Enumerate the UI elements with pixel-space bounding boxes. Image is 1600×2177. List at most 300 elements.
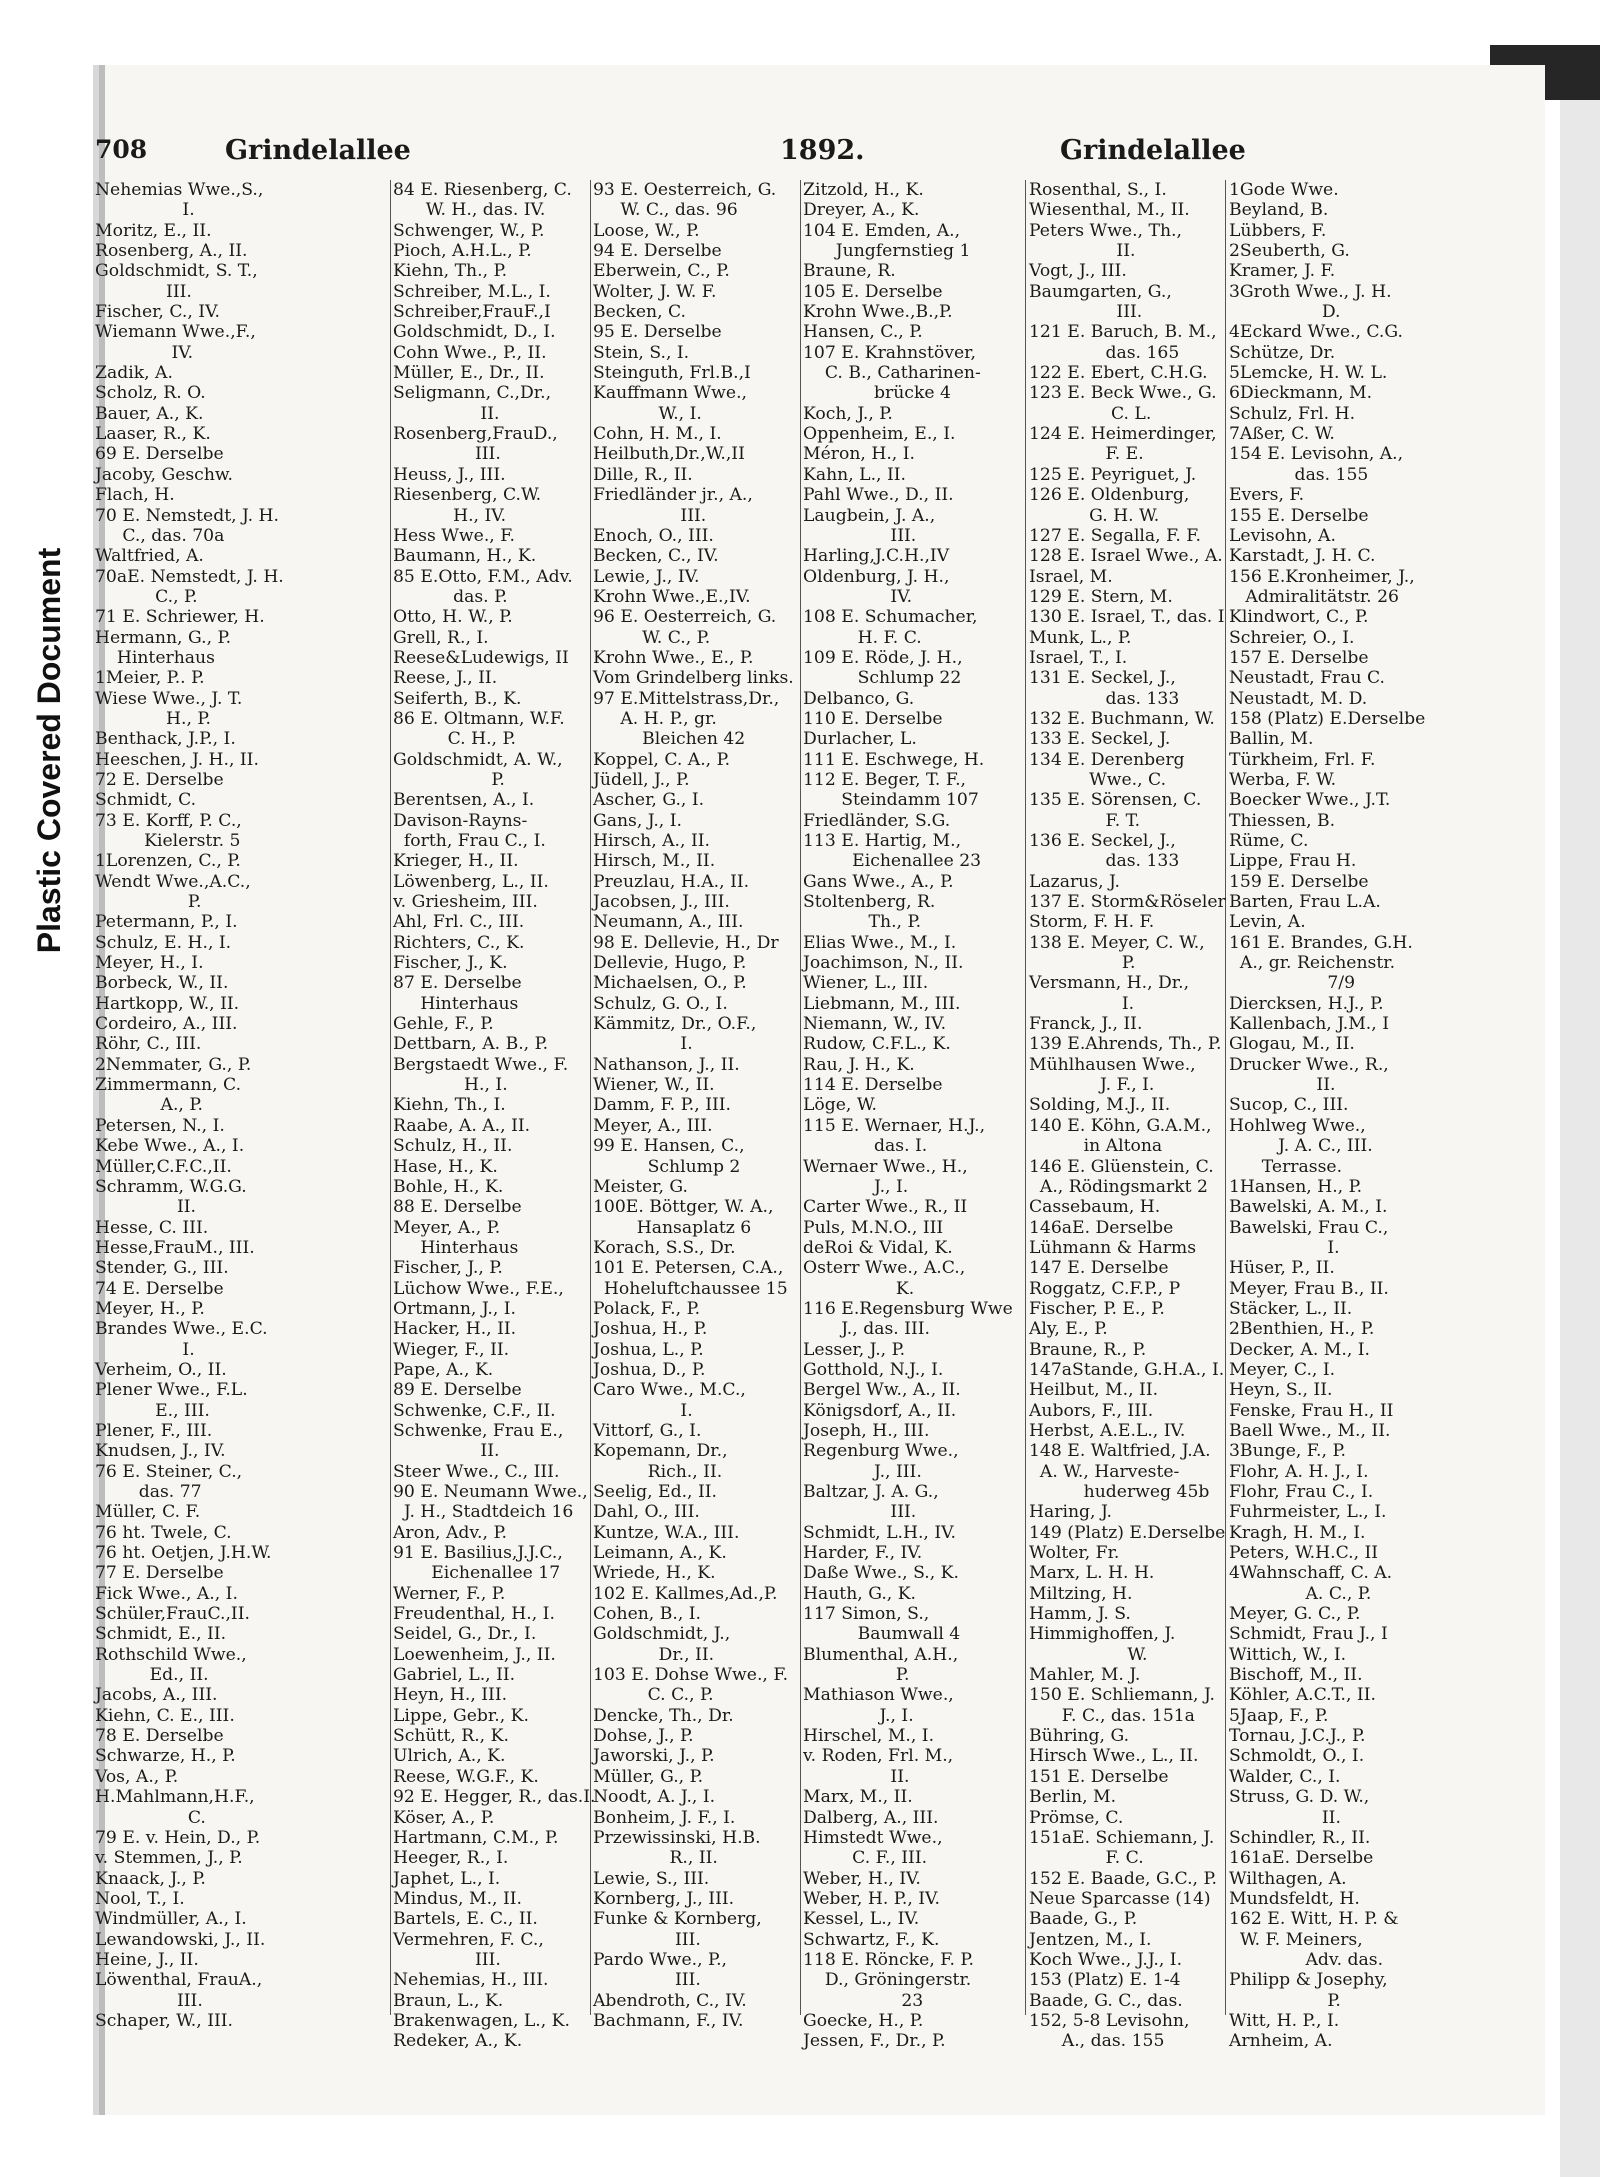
directory-entry: Joshua, H., P. <box>593 1319 708 1340</box>
directory-entry: E., III. <box>95 1400 210 1421</box>
directory-entry: G. H. W. <box>1029 505 1160 526</box>
directory-entry: Hinterhaus <box>393 1237 519 1258</box>
directory-entry: Joachimson, N., II. <box>803 953 964 974</box>
directory-entry: Mathiason Wwe., <box>803 1685 954 1706</box>
directory-entry: 116 E.Regensburg Wwe <box>803 1298 1013 1319</box>
directory-entry: brücke 4 <box>803 383 951 404</box>
directory-entry: Pardo Wwe., P., <box>593 1949 728 1970</box>
directory-entry: Bergstaedt Wwe., F. <box>393 1054 569 1075</box>
directory-entry: Wolter, J. W. F. <box>593 281 717 302</box>
directory-entry: Walder, C., I. <box>1229 1766 1341 1787</box>
directory-entry: Braun, L., K. <box>393 1990 504 2011</box>
directory-entry: III. <box>593 1929 701 1950</box>
directory-entry: P. <box>393 769 505 790</box>
directory-entry: Meyer, H., P. <box>95 1298 205 1319</box>
directory-entry: 114 E. Derselbe <box>803 1075 943 1096</box>
directory-entry: 73 E. Korff, P. C., <box>95 810 242 831</box>
directory-entry: Storm, F. H. F. <box>1029 912 1155 933</box>
directory-entry: Heilbut, M., II. <box>1029 1380 1159 1401</box>
directory-entry: Wolter, Fr. <box>1029 1543 1120 1564</box>
directory-entry: 147 E. Derselbe <box>1029 1258 1169 1279</box>
directory-entry: Roggatz, C.F.P., P <box>1029 1278 1181 1299</box>
directory-entry: Werner, F., P. <box>393 1583 506 1604</box>
directory-entry: Cassebaum, H. <box>1029 1197 1161 1218</box>
directory-entry: Wieger, F., II. <box>393 1339 510 1360</box>
directory-entry: 91 E. Basilius,J.J.C., <box>393 1543 563 1564</box>
directory-entry: Wiener, W., II. <box>593 1075 715 1096</box>
directory-entry: Hansen, C., P. <box>803 322 923 343</box>
year-heading: 1892. <box>780 135 865 166</box>
directory-entry: III. <box>95 281 192 302</box>
directory-entry: Schlump 22 <box>803 668 962 689</box>
directory-entry: 87 E. Derselbe <box>393 973 522 994</box>
directory-entry: Heine, J., II. <box>95 1949 199 1970</box>
directory-entry: Löge, W. <box>803 1095 877 1116</box>
directory-entry: Beyland, B. <box>1229 200 1329 221</box>
directory-entry: Kahn, L., II. <box>803 464 906 485</box>
directory-entry: Müller, E., Dr., II. <box>393 363 545 384</box>
directory-entry: Jacobsen, J., III. <box>593 892 730 913</box>
directory-entry: J. A. C., III. <box>1229 1136 1373 1157</box>
directory-entry: Dohse, J., P. <box>593 1726 694 1747</box>
directory-entry: Flach, H. <box>95 485 175 506</box>
directory-entry: Noodt, A. J., I. <box>593 1787 716 1808</box>
directory-entry: 156 E.Kronheimer, J., <box>1229 566 1415 587</box>
directory-entry: Ahl, Frl. C., III. <box>393 912 525 933</box>
directory-entry: Bischoff, M., II. <box>1229 1665 1363 1686</box>
directory-entry: Kiehn, Th., I. <box>393 1095 506 1116</box>
directory-entry: H., I. <box>393 1075 508 1096</box>
directory-entry: 2Benthien, H., P. <box>1229 1319 1375 1340</box>
directory-entry: 150 E. Schliemann, J. <box>1029 1685 1216 1706</box>
directory-entry: 152, 5-8 Levisohn, <box>1029 2010 1190 2031</box>
directory-entry: Richters, C., K. <box>393 932 525 953</box>
directory-entry: K. <box>803 1278 915 1299</box>
directory-entry: Heyn, S., II. <box>1229 1380 1333 1401</box>
directory-entry: Blumenthal, A.H., <box>803 1644 959 1665</box>
directory-entry: Hacker, H., II. <box>393 1319 517 1340</box>
directory-entry: 151 E. Derselbe <box>1029 1766 1169 1787</box>
directory-entry: D., Gröningerstr. <box>803 1970 972 1991</box>
directory-entry: Cohn, H. M., I. <box>593 424 722 445</box>
directory-entry: Jacoby, Geschw. <box>95 464 234 485</box>
directory-entry: 108 E. Schumacher, <box>803 607 978 628</box>
directory-entry: Riesenberg, C.W. <box>393 485 542 506</box>
directory-entry: Jungfernstieg 1 <box>803 241 971 262</box>
directory-entry: Meister, G. <box>593 1176 688 1197</box>
directory-entry: Funke & Kornberg, <box>593 1909 762 1930</box>
directory-entry: Schütze, Dr. <box>1229 342 1336 363</box>
directory-entry: Loose, W., P. <box>593 220 700 241</box>
directory-entry: Weber, H. P., IV. <box>803 1888 940 1909</box>
directory-entry: Admiralitätstr. 26 <box>1229 586 1399 607</box>
directory-entry: II. <box>803 1766 910 1787</box>
directory-entry: Hauth, G., K. <box>803 1583 917 1604</box>
directory-entry: Eberwein, C., P. <box>593 261 730 282</box>
directory-entry: Schreiber,FrauF.,I <box>393 302 551 323</box>
directory-entry: C. L. <box>1029 403 1152 424</box>
side-label-text: Plastic Covered Document <box>31 547 68 953</box>
directory-entry: Heeschen, J. H., II. <box>95 749 259 770</box>
directory-entry: Pape, A., K. <box>393 1359 494 1380</box>
directory-entry: Schwenger, W., P. <box>393 220 545 241</box>
directory-entry: Hesse,FrauM., III. <box>95 1237 255 1258</box>
directory-entry: 122 E. Ebert, C.H.G. <box>1029 363 1208 384</box>
directory-entry: Kessel, L., IV. <box>803 1909 920 1930</box>
directory-entry: Meyer, H., I. <box>95 953 204 974</box>
directory-entry: 77 E. Derselbe <box>95 1563 224 1584</box>
directory-entry: Kiehn, Th., P. <box>393 261 508 282</box>
directory-entry: Barten, Frau L.A. <box>1229 892 1381 913</box>
directory-entry: 149 (Platz) E.Derselbe <box>1029 1522 1226 1543</box>
directory-entry: Struss, G. D. W., <box>1229 1787 1370 1808</box>
directory-column-2 <box>393 180 596 2052</box>
directory-entry: III. <box>803 1502 917 1523</box>
directory-entry: Schulz, G. O., I. <box>593 993 728 1014</box>
directory-entry: Cohn Wwe., P., II. <box>393 342 547 363</box>
directory-entry: W., I. <box>593 403 702 424</box>
directory-entry: 112 E. Beger, T. F., <box>803 769 967 790</box>
directory-entry: Krohn Wwe., E., P. <box>593 647 754 668</box>
directory-entry: Bergel Ww., A., II. <box>803 1380 961 1401</box>
directory-entry: Fick Wwe., A., I. <box>95 1583 238 1604</box>
directory-entry: I. <box>1029 993 1135 1014</box>
directory-entry: Dr., II. <box>593 1644 715 1665</box>
directory-entry: Wittich, W., I. <box>1229 1644 1347 1665</box>
directory-entry: Rothschild Wwe., <box>95 1644 247 1665</box>
directory-entry: Schwartz, F., K. <box>803 1929 940 1950</box>
directory-entry: Neustadt, M. D. <box>1229 688 1368 709</box>
directory-entry: Himmighoffen, J. <box>1029 1624 1176 1645</box>
directory-entry: Rosenberg, A., II. <box>95 241 248 262</box>
directory-entry: Schmidt, C. <box>95 790 197 811</box>
directory-entry: Joshua, L., P. <box>593 1339 704 1360</box>
directory-entry: 139 E.Ahrends, Th., P. <box>1029 1034 1222 1055</box>
directory-entry: Enoch, O., III. <box>593 525 714 546</box>
directory-entry: deRoi & Vidal, K. <box>803 1237 953 1258</box>
directory-entry: A. W., Harveste- <box>1029 1461 1180 1482</box>
directory-entry: Türkheim, Frl. F. <box>1229 749 1376 770</box>
directory-entry: Köhler, A.C.T., II. <box>1229 1685 1376 1706</box>
directory-entry: 76 ht. Twele, C. <box>95 1522 232 1543</box>
directory-entry: III. <box>593 505 707 526</box>
directory-entry: Steer Wwe., C., III. <box>393 1461 560 1482</box>
directory-entry: Knudsen, J., IV. <box>95 1441 226 1462</box>
directory-entry: Wriede, H., K. <box>593 1563 716 1584</box>
directory-entry: Schmidt, E., II. <box>95 1624 227 1645</box>
street-title-left: Grindelallee <box>225 135 411 166</box>
directory-entry: Hansaplatz 6 <box>593 1217 752 1238</box>
directory-entry: Wiemann Wwe.,F., <box>95 322 256 343</box>
directory-entry: 161 E. Brandes, G.H. <box>1229 932 1413 953</box>
directory-entry: Levin, A. <box>1229 912 1306 933</box>
directory-entry: 97 E.Mittelstrass,Dr., <box>593 688 780 709</box>
directory-entry: Heyn, H., III. <box>393 1685 508 1706</box>
directory-entry: Werba, F. W. <box>1229 769 1337 790</box>
directory-entry: Hirsch, M., II. <box>593 851 716 872</box>
directory-entry: Rüme, C. <box>1229 831 1309 851</box>
directory-entry: 123 E. Beck Wwe., G. <box>1029 383 1217 404</box>
directory-entry: W. C., P. <box>593 627 711 648</box>
directory-entry: 130 E. Israel, T., das. I <box>1029 607 1225 628</box>
directory-entry: Verheim, O., II. <box>95 1359 227 1380</box>
directory-entry: Preuzlau, H.A., II. <box>593 871 750 892</box>
directory-entry: Baltzar, J. A. G., <box>803 1482 939 1502</box>
directory-entry: Lippe, Frau H. <box>1229 851 1357 872</box>
directory-entry: Schwenke, C.F., II. <box>393 1400 556 1421</box>
directory-entry: Israel, T., I. <box>1029 647 1128 668</box>
directory-entry: I. <box>593 1400 693 1421</box>
directory-entry: 133 E. Seckel, J. <box>1029 729 1171 750</box>
directory-entry: 90 E. Neumann Wwe., <box>393 1482 588 1502</box>
directory-entry: IV. <box>95 342 194 363</box>
directory-entry: 155 E. Derselbe <box>1229 505 1369 526</box>
directory-entry: das. 133 <box>1029 851 1180 872</box>
directory-entry: W. F. Meiners, <box>1229 1929 1363 1950</box>
directory-entry: Caro Wwe., M.C., <box>593 1380 746 1401</box>
directory-entry: 69 E. Derselbe <box>95 444 224 465</box>
directory-entry: Löwenthal, FrauA., <box>95 1970 263 1991</box>
directory-entry: Schüler,FrauC.,II. <box>95 1604 250 1625</box>
directory-entry: v. Griesheim, III. <box>393 892 538 913</box>
directory-entry: Polack, F., P. <box>593 1298 701 1319</box>
page-header <box>95 135 1246 177</box>
directory-entry: II. <box>1229 1075 1336 1096</box>
directory-entry: Schramm, W.G.G. <box>95 1176 247 1197</box>
directory-entry: Zadik, A. <box>95 363 173 384</box>
directory-entry: I. <box>1229 1237 1340 1258</box>
directory-entry: Adv. das. <box>1229 1949 1384 1970</box>
directory-entry: in Altona <box>1029 1136 1163 1157</box>
directory-entry: Vittorf, G., I. <box>593 1420 702 1441</box>
directory-entry: Lühmann & Harms <box>1029 1237 1197 1258</box>
directory-entry: Heilbuth,Dr.,W.,II <box>593 444 745 465</box>
directory-entry: Schmoldt, O., I. <box>1229 1746 1365 1767</box>
directory-entry: Joshua, D., P. <box>593 1359 706 1380</box>
directory-entry: Marx, M., II. <box>803 1787 913 1808</box>
directory-entry: Schwenke, Frau E., <box>393 1420 564 1441</box>
directory-entry: P. <box>1229 1990 1341 2011</box>
directory-entry: 105 E. Derselbe <box>803 281 943 302</box>
directory-entry: Gans, J., I. <box>593 810 682 831</box>
directory-entry: Ballin, M. <box>1229 729 1314 750</box>
directory-entry: Raabe, A. A., II. <box>393 1115 531 1136</box>
directory-entry: Lewie, J., IV. <box>593 566 700 587</box>
directory-entry: Bühring, G. <box>1029 1726 1130 1747</box>
directory-entry: Laugbein, J. A., <box>803 505 936 526</box>
directory-entry: Klindwort, C., P. <box>1229 607 1369 628</box>
directory-entry: C. <box>95 1807 206 1828</box>
directory-entry: II. <box>1229 1807 1341 1828</box>
directory-entry: Mundsfeldt, H. <box>1229 1888 1360 1909</box>
directory-entry: Méron, H., I. <box>803 444 915 465</box>
directory-column-1 <box>95 180 385 2030</box>
directory-entry: 88 E. Derselbe <box>393 1197 522 1218</box>
directory-entry: Goldschmidt, D., I. <box>393 322 556 343</box>
directory-entry: Stoltenberg, R. <box>803 892 936 913</box>
directory-entry: 4Eckard Wwe., C.G. <box>1229 322 1403 343</box>
directory-entry: 158 (Platz) E.Derselbe <box>1229 708 1426 729</box>
directory-entry: A. C., P. <box>1229 1583 1372 1604</box>
directory-entry: Harling,J.C.H.,IV <box>803 546 950 567</box>
directory-column-6 <box>1229 180 1439 2052</box>
directory-entry: Cohen, B., I. <box>593 1604 702 1625</box>
directory-entry: Rosenberg,FrauD., <box>393 424 558 445</box>
directory-entry: 135 E. Sörensen, C. <box>1029 790 1202 811</box>
directory-entry: Berlin, M. <box>1029 1787 1117 1808</box>
directory-entry: Kebe Wwe., A., I. <box>95 1136 245 1157</box>
scanner-edge-margin <box>1560 100 1600 2177</box>
directory-entry: Goldschmidt, A. W., <box>393 749 563 770</box>
directory-entry: Oldenburg, J. H., <box>803 566 950 587</box>
directory-entry: Levisohn, A. <box>1229 525 1336 546</box>
directory-entry: Fenske, Frau H., II <box>1229 1400 1394 1421</box>
directory-entry: A., Rödingsmarkt 2 <box>1029 1176 1208 1197</box>
directory-entry: Eichenallee 17 <box>393 1563 561 1584</box>
directory-entry: Benthack, J.P., I. <box>95 729 236 750</box>
directory-entry: Seiferth, B., K. <box>393 688 522 709</box>
directory-entry: Jentzen, M., I. <box>1029 1929 1152 1950</box>
directory-entry: Waltfried, A. <box>95 546 204 567</box>
directory-entry: 121 E. Baruch, B. M., <box>1029 322 1217 343</box>
directory-column-4 <box>803 180 1025 2052</box>
directory-entry: Aubors, F., III. <box>1029 1400 1154 1421</box>
directory-entry: Schlump 2 <box>593 1156 741 1177</box>
directory-entry: Lazarus, J. <box>1029 871 1121 892</box>
directory-entry: Hohlweg Wwe., <box>1229 1115 1366 1136</box>
directory-entry: Hinterhaus <box>95 647 215 668</box>
directory-entry: 78 E. Derselbe <box>95 1726 224 1747</box>
directory-entry: Fischer, J., P. <box>393 1258 503 1279</box>
directory-entry: Hermann, G., P. <box>95 627 232 648</box>
directory-entry: Brakenwagen, L., K. <box>393 2010 570 2031</box>
directory-entry: C. F., III. <box>803 1848 928 1869</box>
directory-entry: Brandes Wwe., E.C. <box>95 1319 268 1340</box>
directory-entry: 126 E. Oldenburg, <box>1029 485 1190 506</box>
directory-entry: Witt, H. P., I. <box>1229 2010 1340 2031</box>
directory-entry: huderweg 45b <box>1029 1482 1210 1502</box>
directory-entry: Daße Wwe., S., K. <box>803 1563 959 1584</box>
directory-entry: 148 E. Waltfried, J.A. <box>1029 1441 1211 1462</box>
directory-entry: F. T. <box>1029 810 1141 831</box>
directory-entry: Herbst, A.E.L., IV. <box>1029 1420 1186 1441</box>
directory-entry: Jacobs, A., III. <box>95 1685 218 1706</box>
directory-entry: II. <box>393 1441 500 1462</box>
directory-entry: Versmann, H., Dr., <box>1029 973 1190 994</box>
directory-entry: C., das. 70a <box>95 525 225 546</box>
directory-entry: II. <box>95 1197 196 1218</box>
directory-entry: 4Wahnschaff, C. A. <box>1229 1563 1393 1584</box>
directory-entry: IV. <box>803 586 913 607</box>
directory-entry: R., II. <box>593 1848 718 1869</box>
directory-entry: Karstadt, J. H. C. <box>1229 546 1376 567</box>
directory-entry: III. <box>393 444 501 465</box>
directory-entry: Seligmann, C.,Dr., <box>393 383 552 404</box>
directory-entry: Diercksen, H.J., P. <box>1229 993 1384 1014</box>
directory-entry: Koppel, C. A., P. <box>593 749 731 770</box>
directory-entry: Durlacher, L. <box>803 729 917 750</box>
directory-entry: Harder, F., IV. <box>803 1543 923 1564</box>
directory-entry: Kragh, H. M., I. <box>1229 1522 1366 1543</box>
directory-entry: Goecke, H., P. <box>803 2010 924 2031</box>
directory-entry: Scholz, R. O. <box>95 383 206 404</box>
directory-entry: Aron, Adv., P. <box>393 1522 507 1543</box>
directory-entry: Ascher, G., I. <box>593 790 705 811</box>
directory-entry: Baumgarten, G., <box>1029 281 1172 302</box>
directory-entry: Kramer, J. F. <box>1229 261 1336 282</box>
directory-entry: Bonheim, J. F., I. <box>593 1807 736 1828</box>
directory-entry: Goldschmidt, S. T., <box>95 261 258 282</box>
directory-entry: Hesse, C. III. <box>95 1217 209 1238</box>
directory-entry: W. H., das. IV. <box>393 200 546 221</box>
directory-entry: 1Hansen, H., P. <box>1229 1176 1363 1197</box>
directory-entry: Bartels, E. C., II. <box>393 1909 538 1930</box>
directory-entry: Carter Wwe., R., II <box>803 1197 968 1218</box>
directory-columns <box>95 180 1426 2052</box>
directory-entry: Bawelski, A. M., I. <box>1229 1197 1388 1218</box>
directory-entry: Israel, M. <box>1029 566 1113 587</box>
directory-entry: Reese, J., II. <box>393 668 498 689</box>
directory-entry: Vogt, J., III. <box>1029 261 1127 282</box>
directory-entry: Otto, H. W., P. <box>393 607 513 628</box>
directory-entry: 110 E. Derselbe <box>803 708 943 729</box>
directory-entry: Rosenthal, S., I. <box>1029 180 1167 200</box>
directory-entry: Zimmermann, C. <box>95 1075 242 1096</box>
directory-entry: Himstedt Wwe., <box>803 1827 943 1848</box>
directory-entry: Borbeck, W., II. <box>95 973 229 994</box>
directory-entry: Lübbers, F. <box>1229 220 1327 241</box>
directory-entry: 89 E. Derselbe <box>393 1380 522 1401</box>
directory-entry: Fischer, C., IV. <box>95 302 220 323</box>
directory-entry: Redeker, A., K. <box>393 2031 523 2052</box>
directory-entry: 86 E. Oltmann, W.F. <box>393 708 565 729</box>
directory-entry: I. <box>593 1034 693 1055</box>
directory-entry: Moritz, E., II. <box>95 220 212 241</box>
directory-entry: Schaper, W., III. <box>95 2010 234 2031</box>
directory-entry: Peters, W.H.C., II <box>1229 1543 1379 1564</box>
directory-entry: Koch, J., P. <box>803 403 893 424</box>
directory-entry: 102 E. Kallmes,Ad.,P. <box>593 1583 778 1604</box>
directory-entry: Michaelsen, O., P. <box>593 973 747 994</box>
directory-entry: Flohr, A. H. J., I. <box>1229 1461 1369 1482</box>
directory-entry: Ortmann, J., I. <box>393 1298 517 1319</box>
directory-entry: Boecker Wwe., J.T. <box>1229 790 1391 811</box>
directory-entry: Stender, G., III. <box>95 1258 229 1279</box>
directory-entry: Hartkopp, W., II. <box>95 993 240 1014</box>
directory-entry: J. F., I. <box>1029 1075 1155 1096</box>
directory-entry: Zitzold, H., K. <box>803 180 924 200</box>
directory-entry: 70 E. Nemstedt, J. H. <box>95 505 279 526</box>
directory-entry: III. <box>393 1949 501 1970</box>
directory-entry: Liebmann, M., III. <box>803 993 961 1014</box>
directory-entry: Marx, L. H. H. <box>1029 1563 1155 1584</box>
directory-entry: Vom Grindelberg links. <box>593 668 794 689</box>
directory-entry: Fischer, P. E., P. <box>1029 1298 1165 1319</box>
directory-entry: Glogau, M., II. <box>1229 1034 1355 1055</box>
directory-entry: Meyer, A., III. <box>593 1115 713 1136</box>
directory-entry: Wiese Wwe., J. T. <box>95 688 243 709</box>
directory-entry: 147aStande, G.H.A., I. <box>1029 1359 1225 1380</box>
directory-entry: 157 E. Derselbe <box>1229 647 1369 668</box>
directory-entry: Hüser, P., II. <box>1229 1258 1335 1279</box>
directory-entry: Kopemann, Dr., <box>593 1441 728 1462</box>
directory-entry: 128 E. Israel Wwe., A. <box>1029 546 1223 567</box>
directory-entry: Hartmann, C.M., P. <box>393 1827 559 1848</box>
directory-entry: F. E. <box>1029 444 1144 465</box>
directory-entry: Thiessen, B. <box>1229 810 1336 831</box>
directory-entry: C., P. <box>95 586 198 607</box>
directory-entry: Niemann, W., IV. <box>803 1014 947 1035</box>
